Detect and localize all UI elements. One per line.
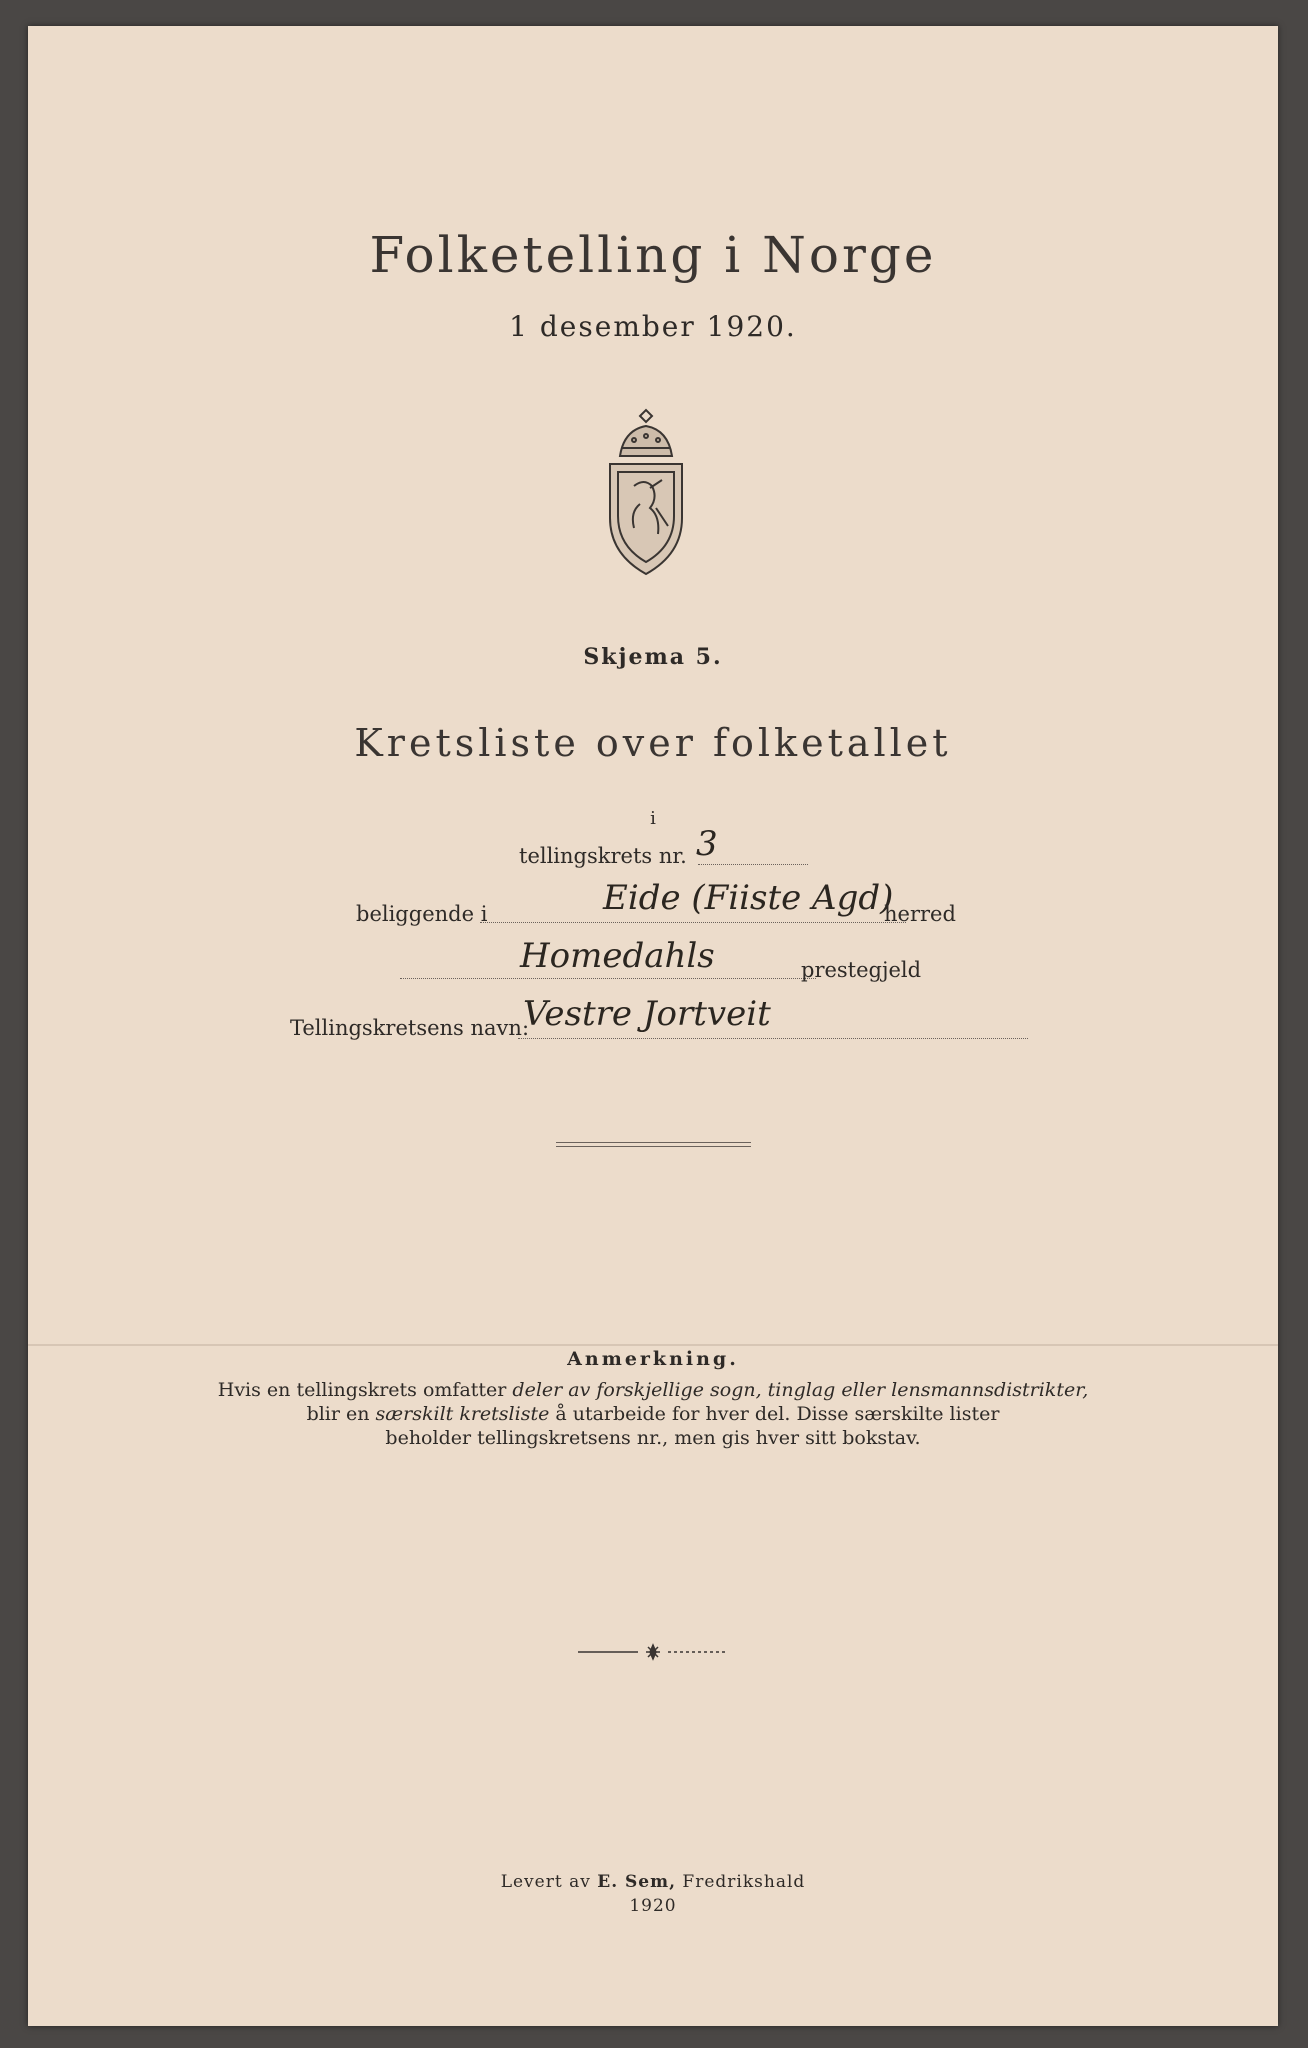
krets-line <box>698 864 808 865</box>
note-title: Anmerkning. <box>567 1348 739 1370</box>
herred-value: Eide (Fiiste Agd) <box>603 878 894 918</box>
navn-value: Vestre Jortveit <box>523 994 771 1034</box>
printer-credit: Levert av E. Sem, Fredrikshald <box>500 1872 806 1892</box>
krets-label: tellingskrets nr. <box>519 844 687 868</box>
ornament-divider-icon <box>578 1642 728 1662</box>
prestegjeld-label: prestegjeld <box>801 958 922 982</box>
navn-line <box>518 1038 1028 1039</box>
census-date: 1 desember 1920. <box>509 310 797 343</box>
prestegjeld-line <box>400 978 816 979</box>
preposition-i: i <box>650 808 656 829</box>
schema-number: Skjema 5. <box>583 644 723 670</box>
prestegjeld-value: Homedahls <box>520 936 715 976</box>
herred-line <box>480 922 906 923</box>
print-year: 1920 <box>629 1896 677 1916</box>
paper-fold <box>28 1344 1278 1346</box>
note-line-1: Hvis en tellingskrets omfatter deler av forskjellige sogn, tinglag eller lensmannsdistrikter, <box>217 1379 1089 1401</box>
krets-number-value: 3 <box>696 824 718 864</box>
note-line-2: blir en særskilt kretsliste å utarbeide for hver del. Disse særskilte lister <box>306 1403 1000 1425</box>
census-form-page <box>28 26 1278 2026</box>
form-title: Folketelling i Norge <box>369 226 937 284</box>
beliggende-label: beliggende i <box>356 902 488 926</box>
herred-label: herred <box>884 902 956 926</box>
note-line-3: beholder tellingskretsens nr., men gis hver sitt bokstav. <box>385 1427 921 1449</box>
norwegian-coat-of-arms-icon <box>600 408 692 578</box>
form-heading: Kretsliste over folketallet <box>354 721 952 765</box>
section-divider <box>556 1142 751 1147</box>
navn-label: Tellingskretsens navn: <box>290 1016 530 1040</box>
